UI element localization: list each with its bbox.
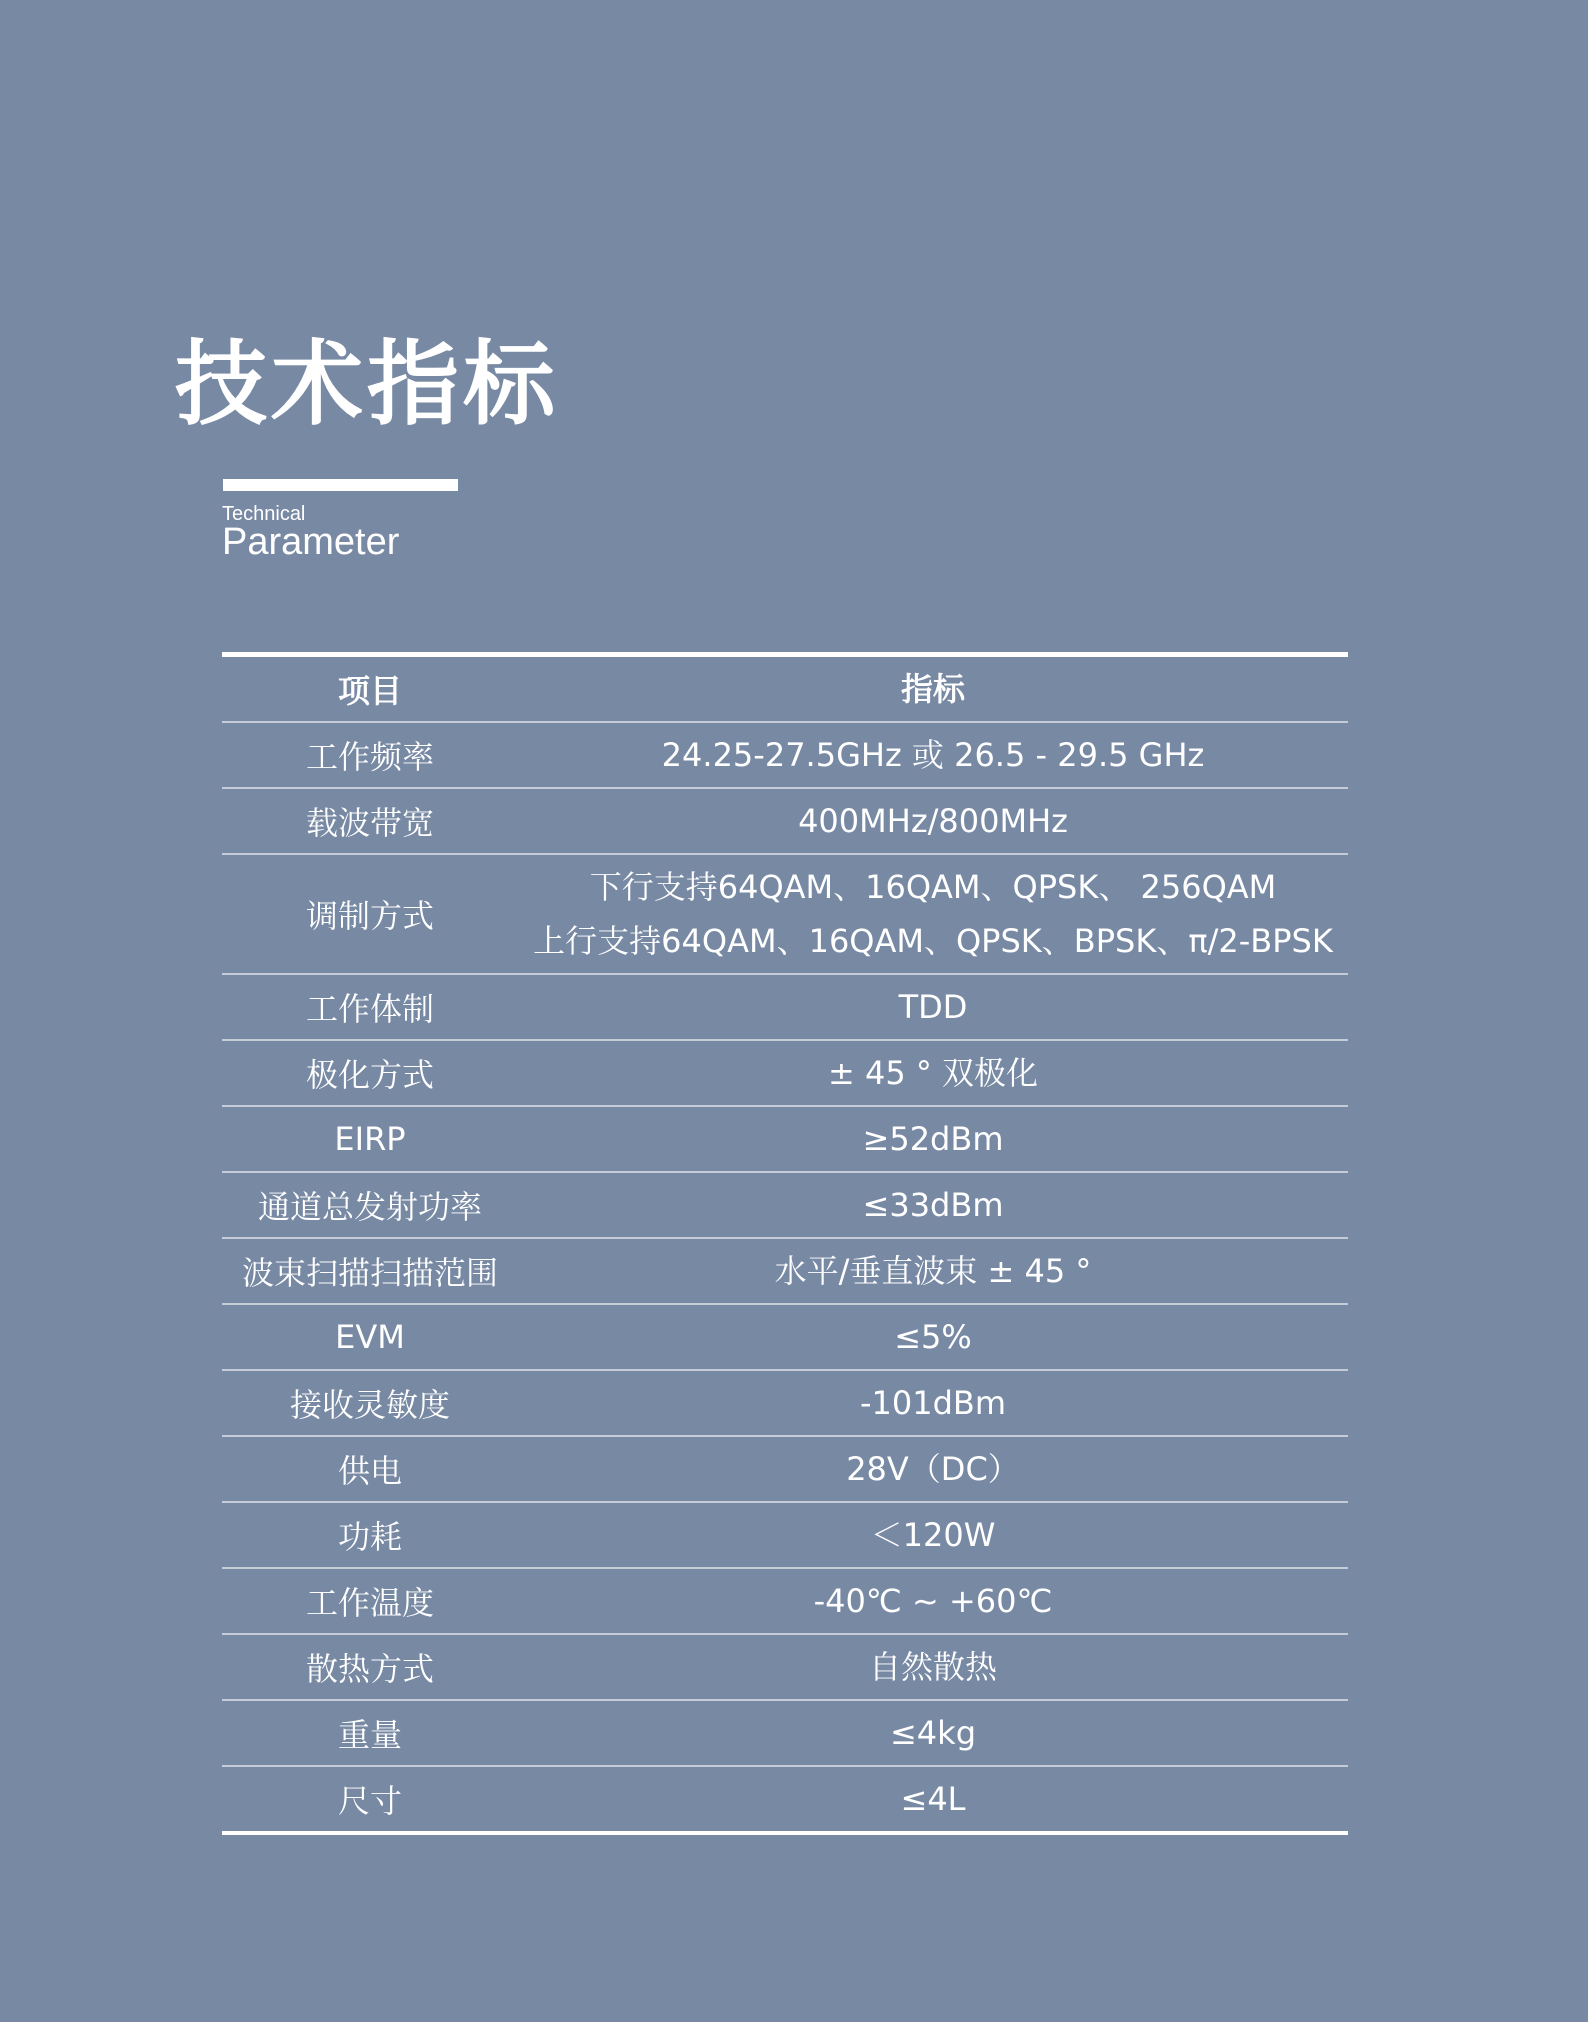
subtitle-parameter: Parameter — [222, 521, 400, 563]
row-value — [518, 1112, 1348, 1166]
row-value-line: ≤4L — [900, 1780, 966, 1818]
row-value — [518, 1178, 1348, 1232]
table-row — [222, 1107, 1348, 1173]
row-value — [518, 1772, 1348, 1826]
table-row — [222, 1371, 1348, 1437]
row-item-label: EVM — [335, 1318, 405, 1356]
row-value-line: ≤33dBm — [862, 1186, 1004, 1224]
table-row — [222, 1635, 1348, 1701]
row-value-line: -101dBm — [859, 1384, 1007, 1422]
row-value — [518, 728, 1348, 782]
row-value-line: 400MHz/800MHz — [798, 802, 1068, 840]
table-row — [222, 1305, 1348, 1371]
row-item-label: 尺寸 — [337, 1782, 402, 1820]
row-item-label: 接收灵敏度 — [289, 1386, 450, 1424]
row-value-line: 28V（DC） — [846, 1450, 1020, 1488]
row-item-label: 通道总发射功率 — [257, 1188, 482, 1226]
row-value — [518, 1508, 1348, 1562]
table-row — [222, 975, 1348, 1041]
page-title: 技术指标 — [175, 331, 560, 438]
table-row — [222, 1239, 1348, 1305]
row-item-label: 工作体制 — [305, 990, 434, 1028]
row-item-label: 工作频率 — [305, 738, 434, 776]
spec-table — [222, 652, 1348, 1835]
header-item: 项目 — [337, 672, 402, 710]
row-value — [518, 1442, 1348, 1496]
row-item-label: 散热方式 — [305, 1650, 434, 1688]
table-row — [222, 855, 1348, 975]
row-value — [518, 1376, 1348, 1430]
row-value-line: 自然散热 — [868, 1648, 997, 1686]
table-row — [222, 1437, 1348, 1503]
row-value — [518, 1706, 1348, 1760]
row-value-line: ≤4kg — [889, 1714, 976, 1752]
row-value-line: ± 45 ° 双极化 — [827, 1054, 1039, 1092]
row-value — [518, 794, 1348, 848]
table-row — [222, 1173, 1348, 1239]
row-value — [518, 1244, 1348, 1298]
table-row — [222, 1701, 1348, 1767]
row-value-line: ≥52dBm — [862, 1120, 1004, 1158]
row-value — [518, 860, 1348, 968]
row-value-line: 上行支持64QAM、16QAM、QPSK、BPSK、π/2-BPSK — [533, 922, 1333, 960]
row-value-line: -40℃ ~ +60℃ — [813, 1582, 1053, 1620]
row-item-label: 重量 — [337, 1716, 402, 1754]
row-item-label: 功耗 — [337, 1518, 402, 1556]
table-body — [222, 723, 1348, 1831]
row-item-label: 供电 — [337, 1452, 402, 1490]
table-row — [222, 1767, 1348, 1831]
table-row — [222, 1041, 1348, 1107]
row-item-label: 工作温度 — [305, 1584, 434, 1622]
row-item-label: 载波带宽 — [305, 804, 434, 842]
row-item-label: 极化方式 — [305, 1056, 434, 1094]
row-item-label: EIRP — [334, 1120, 406, 1158]
subtitle-technical: Technical — [222, 503, 306, 525]
row-value-line: TDD — [898, 988, 968, 1026]
title-underline — [223, 479, 458, 491]
row-value — [518, 1574, 1348, 1628]
table-row — [222, 723, 1348, 789]
row-value — [518, 980, 1348, 1034]
row-value — [518, 1310, 1348, 1364]
header-value: 指标 — [900, 670, 965, 708]
table-row — [222, 1569, 1348, 1635]
row-item-label: 调制方式 — [305, 897, 434, 935]
row-value-line: ≤5% — [894, 1318, 972, 1356]
table-header-row — [222, 657, 1348, 723]
row-value-line: 下行支持64QAM、16QAM、QPSK、 256QAM — [589, 868, 1277, 906]
table-row — [222, 1503, 1348, 1569]
row-value-line: ＜120W — [870, 1516, 996, 1554]
table-row — [222, 789, 1348, 855]
row-value — [518, 1640, 1348, 1694]
row-value-line: 水平/垂直波束 ± 45 ° — [774, 1252, 1092, 1290]
row-value — [518, 1046, 1348, 1100]
row-item-label: 波束扫描扫描范围 — [241, 1254, 498, 1292]
row-value-line: 24.25-27.5GHz 或 26.5 - 29.5 GHz — [661, 736, 1205, 774]
